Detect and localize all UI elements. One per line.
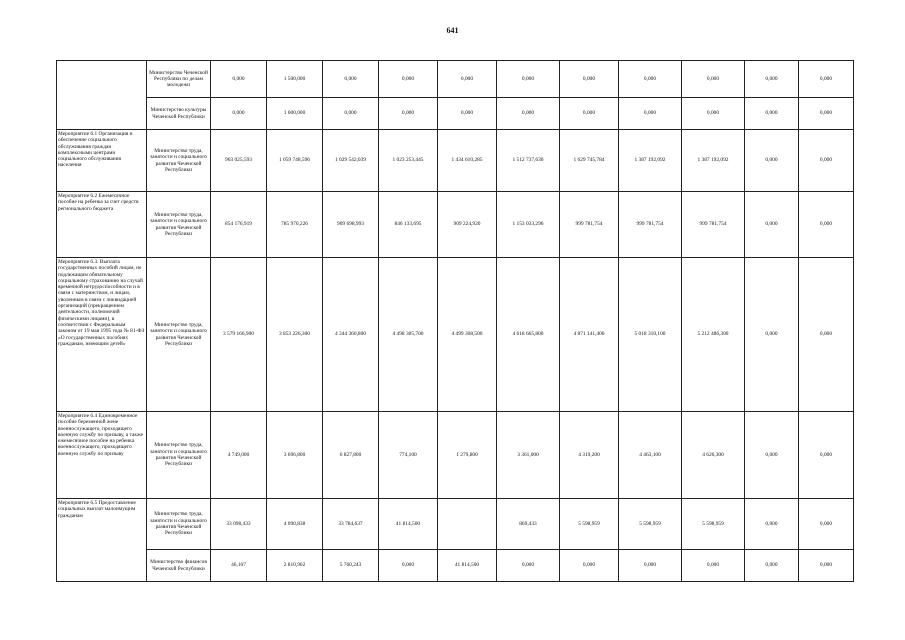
value-cell: 999 781,754 bbox=[560, 192, 619, 258]
value-cell: 1 279,800 bbox=[438, 412, 497, 499]
executor-cell: Министерство труда, занятости и социального развития Чеченской Республики bbox=[147, 258, 211, 412]
value-cell: 0,000 bbox=[745, 412, 799, 499]
value-cell: 5 760,243 bbox=[323, 550, 379, 582]
value-cell: 1 434 610,285 bbox=[438, 130, 497, 192]
value-cell: 1 629 745,784 bbox=[560, 130, 619, 192]
value-cell: 1 023 253,445 bbox=[379, 130, 438, 192]
value-cell: 3 361,000 bbox=[497, 412, 560, 499]
value-cell: 4 871 141,400 bbox=[560, 258, 619, 412]
value-cell: 5 598,959 bbox=[619, 499, 682, 550]
value-cell: 4 498 305,700 bbox=[379, 258, 438, 412]
value-cell: 5 212 486,300 bbox=[682, 258, 745, 412]
value-cell: 41 814,500 bbox=[438, 550, 497, 582]
value-cell: 0,000 bbox=[560, 61, 619, 98]
value-cell: 0,000 bbox=[799, 550, 854, 582]
value-cell: 0,000 bbox=[745, 550, 799, 582]
value-cell: 1 059 748,596 bbox=[267, 130, 323, 192]
measure-cell: Мероприятие 6.5 Предоставление социальных выплат малоимущим гражданам bbox=[57, 499, 147, 582]
measure-cell: Мероприятие 6.2 Ежемесячное пособие на ребенка за счет средств регионального бюджета bbox=[57, 192, 147, 258]
table-row bbox=[57, 499, 854, 550]
value-cell: 4 090,838 bbox=[267, 499, 323, 550]
value-cell: 4 499 308,500 bbox=[438, 258, 497, 412]
executor-cell: Министерство труда, занятости и социального развития Чеченской Республики bbox=[147, 499, 211, 550]
value-cell: 999 781,754 bbox=[682, 192, 745, 258]
value-cell: 0,000 bbox=[497, 550, 560, 582]
value-cell: 5 018 310,100 bbox=[619, 258, 682, 412]
value-cell: 0,000 bbox=[682, 61, 745, 98]
value-cell: 4 749,000 bbox=[211, 412, 267, 499]
value-cell: 0,000 bbox=[211, 61, 267, 98]
value-cell: 909 224,920 bbox=[438, 192, 497, 258]
value-cell: 33 098,433 bbox=[211, 499, 267, 550]
value-cell: 0,000 bbox=[799, 130, 854, 192]
value-cell: 0,000 bbox=[323, 98, 379, 130]
value-cell: 0,000 bbox=[438, 61, 497, 98]
value-cell: 3 696,800 bbox=[267, 412, 323, 499]
value-cell: 0,000 bbox=[619, 61, 682, 98]
value-cell: 869,433 bbox=[497, 499, 560, 550]
value-cell: 4 319,200 bbox=[560, 412, 619, 499]
value-cell: 0,000 bbox=[745, 499, 799, 550]
value-cell: 774,100 bbox=[379, 412, 438, 499]
value-cell: 2 810,902 bbox=[267, 550, 323, 582]
value-cell: 0,000 bbox=[745, 130, 799, 192]
measure-cell: Мероприятие 6.3. Выплата государственных пособий лицам, не подлежащим обязательному социальному страхованию на случай временной нетрудоспособности и в связи с материнством, и лицам, уволенным в связи с ликвидацией организаций (прекращением деятельности, полномочий физическими лицами), в соответствии с Федеральным законом от 19 мая 1995 года № 81-ФЗ «О государственных пособиях гражданам, имеющим детей» bbox=[57, 258, 147, 412]
table-row bbox=[57, 550, 854, 582]
executor-cell: Министерство труда, занятости и социального развития Чеченской Республики bbox=[147, 412, 211, 499]
executor-cell: Министерство культуры Чеченской Республики bbox=[147, 98, 211, 130]
value-cell: 0,000 bbox=[497, 98, 560, 130]
value-cell: 1 387 192,092 bbox=[682, 130, 745, 192]
value-cell: 0,000 bbox=[799, 98, 854, 130]
measure-cell: Мероприятие 6.4 Единовременное пособие беременной жене военнослужащего, проходящего военную службу по призыву, а также ежемесячное пособие на ребенка военнослужащего, проходящего военную службу по призыву bbox=[57, 412, 147, 499]
value-cell: 0,000 bbox=[560, 98, 619, 130]
table-row bbox=[57, 258, 854, 412]
value-cell: 5 598,959 bbox=[560, 499, 619, 550]
value-cell: 3 579 166,900 bbox=[211, 258, 267, 412]
value-cell bbox=[438, 499, 497, 550]
measure-cell bbox=[57, 61, 147, 130]
value-cell: 3 853 226,300 bbox=[267, 258, 323, 412]
value-cell: 4 626,300 bbox=[682, 412, 745, 499]
table-row bbox=[57, 412, 854, 499]
value-cell: 963 025,593 bbox=[211, 130, 267, 192]
value-cell: 0,000 bbox=[799, 258, 854, 412]
value-cell: 0,000 bbox=[799, 61, 854, 98]
value-cell: 46,107 bbox=[211, 550, 267, 582]
value-cell: 854 176,919 bbox=[211, 192, 267, 258]
value-cell: 41 814,500 bbox=[379, 499, 438, 550]
value-cell: 4 344 360,800 bbox=[323, 258, 379, 412]
value-cell: 0,000 bbox=[560, 550, 619, 582]
value-cell: 0,000 bbox=[799, 412, 854, 499]
value-cell: 0,000 bbox=[211, 98, 267, 130]
value-cell: 4 463,100 bbox=[619, 412, 682, 499]
value-cell: 846 133,695 bbox=[379, 192, 438, 258]
value-cell: 0,000 bbox=[682, 98, 745, 130]
value-cell: 0,000 bbox=[379, 98, 438, 130]
value-cell: 999 781,754 bbox=[619, 192, 682, 258]
value-cell: 5 598,959 bbox=[682, 499, 745, 550]
value-cell: 0,000 bbox=[745, 258, 799, 412]
measure-cell: Мероприятие 6.1 Организация и обеспечение социального обслуживания граждан комплексными центрами социального обслуживания населения bbox=[57, 130, 147, 192]
table-row bbox=[57, 192, 854, 258]
value-cell: 0,000 bbox=[745, 61, 799, 98]
value-cell: 33 784,637 bbox=[323, 499, 379, 550]
table-row bbox=[57, 98, 854, 130]
value-cell: 1 500,000 bbox=[267, 61, 323, 98]
value-cell: 4 618 665,800 bbox=[497, 258, 560, 412]
executor-cell: Министерство Чеченской Республики по делам молодежи bbox=[147, 61, 211, 98]
value-cell: 0,000 bbox=[619, 550, 682, 582]
budget-table bbox=[56, 60, 854, 582]
value-cell: 0,000 bbox=[379, 550, 438, 582]
value-cell: 0,000 bbox=[323, 61, 379, 98]
value-cell: 1 387 192,092 bbox=[619, 130, 682, 192]
value-cell: 1 600,000 bbox=[267, 98, 323, 130]
value-cell: 1 512 737,630 bbox=[497, 130, 560, 192]
value-cell: 0,000 bbox=[799, 499, 854, 550]
value-cell: 0,000 bbox=[379, 61, 438, 98]
value-cell: 785 970,226 bbox=[267, 192, 323, 258]
executor-cell: Министерство труда, занятости и социального развития Чеченской Республики bbox=[147, 130, 211, 192]
value-cell: 0,000 bbox=[497, 61, 560, 98]
table-row bbox=[57, 61, 854, 98]
value-cell: 0,000 bbox=[682, 550, 745, 582]
value-cell: 909 698,993 bbox=[323, 192, 379, 258]
value-cell: 0,000 bbox=[799, 192, 854, 258]
value-cell: 0,000 bbox=[438, 98, 497, 130]
value-cell: 1 029 542,039 bbox=[323, 130, 379, 192]
executor-cell: Министерство труда, занятости и социального развития Чеченской Республики bbox=[147, 192, 211, 258]
page-number: 641 bbox=[446, 26, 459, 35]
value-cell: 0,000 bbox=[745, 98, 799, 130]
table-row bbox=[57, 130, 854, 192]
value-cell: 1 153 033,296 bbox=[497, 192, 560, 258]
value-cell: 0,000 bbox=[619, 98, 682, 130]
value-cell: 0,000 bbox=[745, 192, 799, 258]
executor-cell: Министерство финансов Чеченской Республики bbox=[147, 550, 211, 582]
value-cell: 6 827,800 bbox=[323, 412, 379, 499]
